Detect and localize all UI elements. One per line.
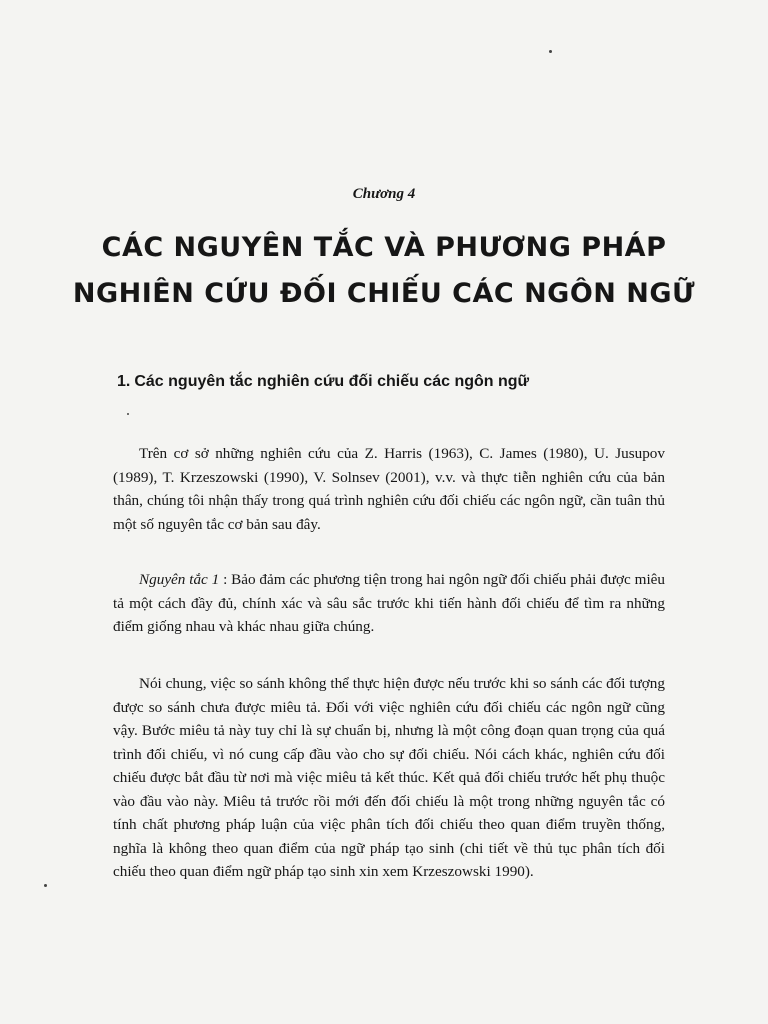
scan-speck bbox=[549, 50, 552, 53]
principle-label: Nguyên tắc 1 bbox=[139, 571, 220, 589]
body-paragraph-3: Nói chung, việc so sánh không thể thực hiện được nếu trước khi so sánh các đối tượng được so sánh chưa được miêu tả. Đối với việc nghiên cứu đối chiếu các ngôn ngữ cũng vậy. Bước miêu tả này tuy chỉ là sự chuẩn bị, nhưng là một công đoạn quan trọng của quá trình đối chiếu, vì nó cung cấp đầu vào cho sự đối chiếu. Nói cách khác, nghiên cứu đối chiếu được bắt đầu từ nơi mà việc miêu tả kết thúc. Kết quả đối chiếu trước hết phụ thuộc vào đầu vào này. Miêu tả trước rồi mới đến đối chiếu là một trong những nguyên tắc có tính chất phương pháp luận của việc phân tích đối chiếu theo quan điểm truyền thống, nghĩa là không theo quan điểm của ngữ pháp tạo sinh (chi tiết về thủ tục phân tích đối chiếu theo quan điểm ngữ pháp tạo sinh xin xem Krzeszowski 1990). bbox=[113, 675, 665, 881]
scan-speck bbox=[44, 884, 47, 887]
body-paragraph-1: Trên cơ sở những nghiên cứu của Z. Harris (1963), C. James (1980), U. Jusupov (1989), T. Krzeszowski (1990), V. Solnsev (2001), v.v. và thực tiễn nghiên cứu của bản thân, chúng tôi nhận thấy trong quá trình nghiên cứu đối chiếu các ngôn ngữ, cần tuân thủ một số nguyên tắc cơ bản sau đây. bbox=[113, 445, 665, 533]
principle-text: : Bảo đảm các phương tiện trong hai ngôn ngữ đối chiếu phải được miêu tả một cách đầy đủ, chính xác và sâu sắc trước khi tiến hành đối chiếu để tìm ra những điểm giống nhau và khác nhau giữa chúng. bbox=[113, 571, 666, 636]
section-heading bbox=[117, 373, 529, 391]
scan-speck bbox=[127, 413, 129, 415]
section-number: 1. bbox=[117, 373, 131, 390]
section-heading-text: Các nguyên tắc nghiên cứu đối chiếu các ngôn ngữ bbox=[134, 373, 530, 390]
chapter-label: Chương 4 bbox=[352, 186, 416, 202]
chapter-title-line-2: NGHIÊN CỨU ĐỐI CHIẾU CÁC NGÔN NGỮ bbox=[72, 278, 696, 309]
body-paragraph-2 bbox=[113, 568, 665, 639]
chapter-title-line-1: CÁC NGUYÊN TẮC VÀ PHƯƠNG PHÁP bbox=[101, 232, 667, 263]
